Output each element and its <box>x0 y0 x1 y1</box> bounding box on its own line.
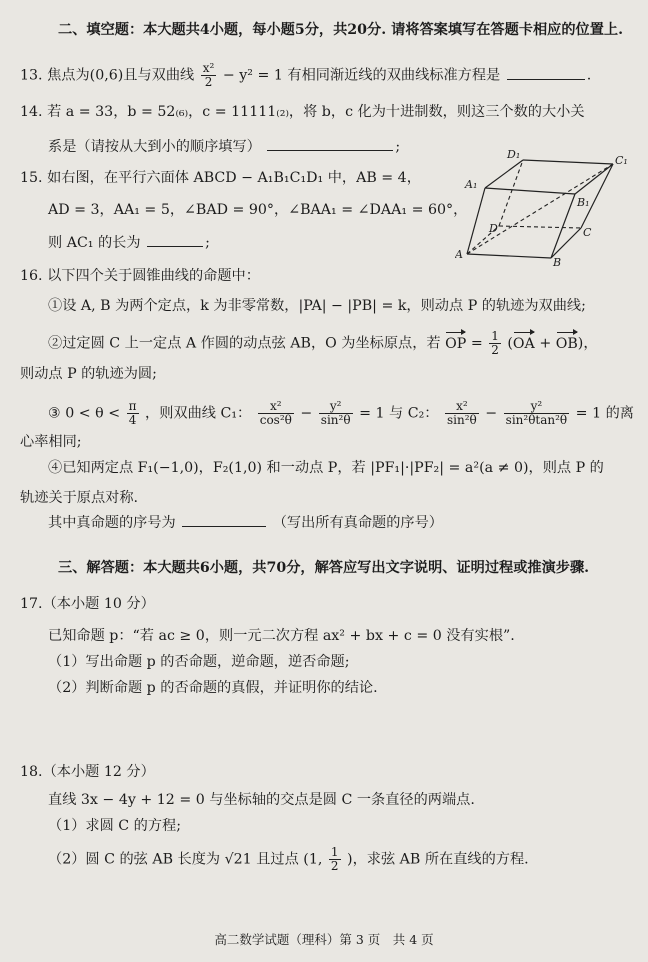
q17-line1: 已知命题 p：“若 ac ≥ 0，则一元二次方程 ax² + bx + c = 0 没有实根”. <box>48 628 515 644</box>
q17-line2: （1）写出命题 p 的否命题，逆命题，逆否命题; <box>48 654 350 670</box>
q18-line3: （2）圆 C 的弦 AB 长度为 √21 且过点 (1, $\frac{1}{2}$ )，求弦 AB 所在直线的方程. <box>48 845 529 873</box>
section3-header: 三、解答题：本大题共6小题，共70分，解答应写出文字说明、证明过程或推演步骤. <box>58 560 590 576</box>
edge-dd1-hidden <box>499 160 523 226</box>
q14-text-2: 系是（请按从大到小的顺序填写） <box>48 139 261 155</box>
label-a1: A₁ <box>465 178 478 191</box>
q13-answer-blank[interactable] <box>507 65 585 80</box>
q16-ask: 其中真命题的序号为 （写出所有真命题的序号） <box>48 512 443 533</box>
q16-number: 16. <box>20 268 43 284</box>
edge-ab <box>467 254 551 258</box>
vector-oa: OA <box>512 335 535 352</box>
q13-text: 焦点为(0,6)且与双曲线 <box>47 67 195 84</box>
vector-op: OP <box>445 335 467 352</box>
label-b: B <box>553 256 562 268</box>
q14-number: 14. <box>20 104 43 120</box>
q16-proposition-2: ②过定圆 C 上一定点 A 作圆的动点弦 AB，O 为坐标原点，若 OP = $\frac{1}{2}$ (OA + OB)， <box>48 329 598 357</box>
label-c: C <box>583 226 592 239</box>
edge-aa1 <box>467 188 485 254</box>
q18-title: 18.（本小题 12 分） <box>20 764 155 780</box>
q14-answer-blank[interactable] <box>267 136 393 151</box>
question-13: 13. 焦点为(0,6)且与双曲线 $\frac{\text{x²}}{2}$ − y² = 1 有相同渐近线的双曲线标准方程是 . <box>20 61 592 89</box>
q15-text-2: AD = 3，AA₁ = 5，∠BAD = 90°，∠BAA₁ = ∠DAA₁ = 60°， <box>48 202 468 218</box>
q16-intro: 以下四个关于圆锥曲线的命题中： <box>47 268 260 284</box>
edge-b1c1 <box>575 164 613 194</box>
q17-line3: （2）判断命题 p 的否命题的真假，并证明你的结论. <box>48 680 378 696</box>
question-16 <box>20 266 260 286</box>
edge-bb1 <box>551 194 575 258</box>
edge-bc <box>551 228 581 258</box>
q16-proposition-4: ④已知两定点 F₁(−1,0)，F₂(1,0) 和一动点 P，若 |PF₁|·|PF₂| = a²(a ≠ 0)，则点 P 的 <box>48 460 604 476</box>
q16-proposition-3-line2: 心率相同; <box>20 434 82 450</box>
q13-number: 13. <box>20 67 43 84</box>
section2-header: 二、填空题：本大题共4小题，每小题5分，共20分. 请将答案填写在答题卡相应的位置上. <box>58 22 624 38</box>
q13-fraction: $\frac{\text{x²}}{2}$ <box>202 61 215 89</box>
q15-answer-blank[interactable] <box>147 232 203 247</box>
q16-proposition-3: ③ 0 < θ < $\frac{\pi}{4}$ ，则双曲线 C₁： $\frac{\text{x²}}{\text{cos²θ}}$ − $\frac{\text{y²}}{\text{sin²θ}}$ = 1 与 C₂： $\frac{\text{x²}}{\text{sin²θ}}$ − $\frac{\text{y²}}{\text{sin²θtan²θ}}$ = 1 的离 <box>48 399 634 427</box>
paren-open: ( <box>507 335 513 352</box>
vector-ob: OB <box>555 335 578 352</box>
label-c1: C₁ <box>615 154 628 167</box>
question-15-line3: 则 AC₁ 的长为 ; <box>48 232 210 253</box>
label-d: D <box>489 222 498 235</box>
question-14 <box>20 102 585 122</box>
q16-proposition-2-line2: 则动点 P 的轨迹为圆; <box>20 366 157 382</box>
edge-c1d1 <box>523 160 613 164</box>
label-a: A <box>455 248 463 261</box>
q13-text-post: − y² = 1 有相同渐近线的双曲线标准方程是 <box>222 67 501 84</box>
parallelepiped-figure <box>455 148 635 268</box>
q18-line1: 直线 3x − 4y + 12 = 0 与坐标轴的交点是圆 C 一条直径的两端点. <box>48 792 475 808</box>
question-15-line2 <box>48 200 467 220</box>
q16-proposition-4-line2: 轨迹关于原点对称. <box>20 490 139 506</box>
q16-answer-blank[interactable] <box>182 512 266 527</box>
q15-text: 如右图，在平行六面体 ABCD − A₁B₁C₁D₁ 中，AB = 4， <box>47 170 421 186</box>
q16-proposition-1: ①设 A, B 为两个定点，k 为非零常数，|PA| − |PB| = k，则动点 P 的轨迹为双曲线; <box>48 298 586 314</box>
q15-text-3: 则 AC₁ 的长为 <box>48 235 141 251</box>
edge-d1a1 <box>485 160 523 188</box>
page-footer: 高二数学试题（理科）第 3 页 共 4 页 <box>214 932 434 947</box>
edge-a1b1 <box>485 188 575 194</box>
label-d1: D₁ <box>507 148 521 161</box>
q16-p2-fraction: $\frac{1}{2}$ <box>491 329 499 357</box>
question-15 <box>20 168 421 188</box>
q17-title: 17.（本小题 10 分） <box>20 596 155 612</box>
q15-number: 15. <box>20 170 43 186</box>
question-14-line2: 系是（请按从大到小的顺序填写） ; <box>48 136 400 157</box>
q14-text: 若 a = 33，b = 52₍₆₎，c = 11111₍₂₎，将 b，c 化为十进制数，则这三个数的大小关 <box>47 104 585 120</box>
q18-line2: （1）求圆 C 的方程; <box>48 818 181 834</box>
label-b1: B₁ <box>577 196 590 209</box>
